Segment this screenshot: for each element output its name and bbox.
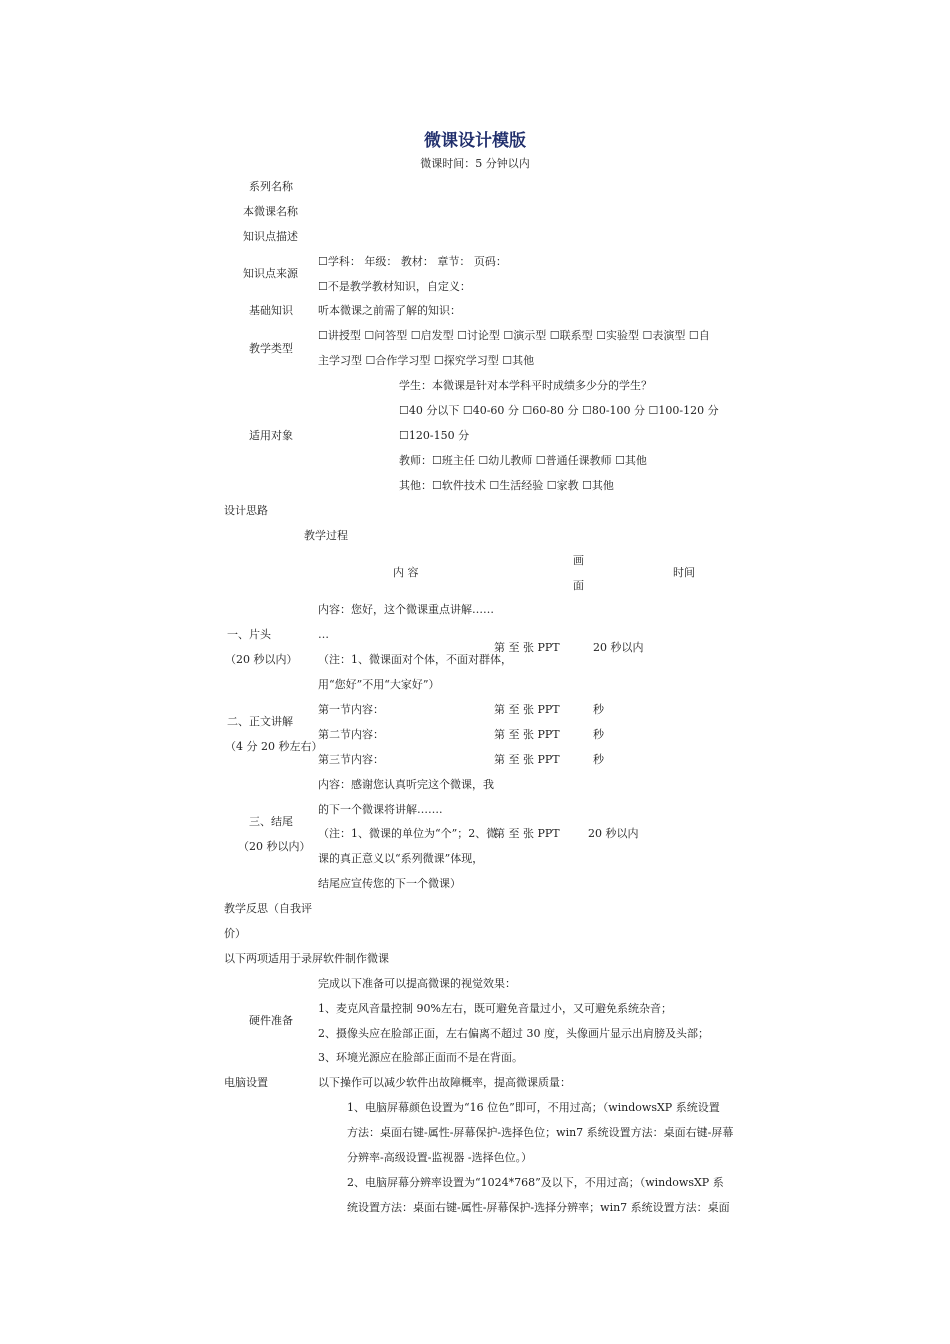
- main-part-1-ppt: 第 至 张 PPT: [494, 703, 560, 716]
- opening-content-1: 内容：您好，这个微课重点讲解……: [318, 603, 494, 616]
- source-option-custom: ☐不是教学教材知识，自定义：: [318, 280, 471, 293]
- audience-teacher: 教师：☐班主任 ☐幼儿教师 ☐普通任课教师 ☐其他: [399, 454, 647, 467]
- label-knowledge-desc: 知识点描述: [243, 230, 298, 243]
- main-part-2-ppt: 第 至 张 PPT: [494, 728, 560, 741]
- main-part-3-time: 秒: [593, 753, 604, 766]
- opening-content-4: 用“您好”不用“大家好”）: [318, 678, 440, 691]
- section-opening-name: 一、片头: [227, 628, 271, 641]
- record-note: 以下两项适用于录屏软件制作微课: [224, 952, 389, 965]
- ending-time: 20 秒以内: [588, 827, 639, 840]
- basic-knowledge-text: 听本微课之前需了解的知识：: [318, 304, 461, 317]
- ending-content-1: 内容：感谢您认真听完这个微课，我: [318, 778, 494, 791]
- audience-student: 学生：本微课是针对本学科平时成绩多少分的学生？: [399, 379, 652, 392]
- label-computer: 电脑设置: [224, 1076, 268, 1089]
- hardware-item-3: 3、环境光源应在脸部正面而不是在背面。: [318, 1051, 523, 1064]
- main-part-1-time: 秒: [593, 703, 604, 716]
- col-header-screen-1: 画: [573, 554, 584, 567]
- hardware-item-2: 2、摄像头应在脸部正面，左右偏离不超过 30 度，头像画片显示出肩膀及头部；: [318, 1027, 709, 1040]
- label-design-idea: 设计思路: [224, 504, 268, 517]
- col-header-content: 内 容: [393, 566, 419, 579]
- label-teaching-process: 教学过程: [304, 529, 348, 542]
- ending-content-5: 结尾应宣传您的下一个微课）: [318, 877, 461, 890]
- main-part-1: 第一节内容：: [318, 703, 384, 716]
- label-reflection-1: 教学反思（自我评: [224, 902, 312, 915]
- section-ending-duration: （20 秒以内）: [238, 840, 311, 853]
- ending-ppt: 第 至 张 PPT: [494, 827, 560, 840]
- computer-intro: 以下操作可以减少软件出故障概率，提高微课质量：: [318, 1076, 571, 1089]
- source-option-subject: ☐学科： 年级： 教材： 章节： 页码：: [318, 255, 507, 268]
- computer-item-2b: 统设置方法：桌面右键-属性-屏幕保护-选择分辨率；win7 系统设置方法：桌面: [347, 1201, 730, 1214]
- section-opening-duration: （20 秒以内）: [225, 653, 298, 666]
- computer-item-1b: 方法：桌面右键-属性-屏幕保护-选择色位；win7 系统设置方法：桌面右键-屏幕: [347, 1126, 734, 1139]
- opening-time: 20 秒以内: [593, 641, 644, 654]
- label-hardware: 硬件准备: [249, 1014, 293, 1027]
- section-main-duration: （4 分 20 秒左右）: [225, 740, 323, 753]
- audience-scores-2: ☐120-150 分: [399, 429, 470, 442]
- computer-item-1c: 分辨率-高级设置-监视器 -选择色位。）: [347, 1151, 533, 1164]
- section-ending-name: 三、结尾: [249, 815, 293, 828]
- document-subtitle: 微课时间：5 分钟以内: [420, 157, 530, 170]
- opening-content-2: …: [318, 628, 329, 641]
- col-header-screen-2: 面: [573, 579, 584, 592]
- label-basic-knowledge: 基础知识: [249, 304, 293, 317]
- main-part-3: 第三节内容：: [318, 753, 384, 766]
- section-main-name: 二、正文讲解: [227, 715, 293, 728]
- audience-other: 其他：☐软件技术 ☐生活经验 ☐家教 ☐其他: [399, 479, 614, 492]
- opening-ppt: 第 至 张 PPT: [494, 641, 560, 654]
- audience-scores-1: ☐40 分以下 ☐40-60 分 ☐60-80 分 ☐80-100 分 ☐100-120 分: [399, 404, 719, 417]
- label-reflection-2: 价）: [224, 927, 246, 940]
- document-title: 微课设计模版: [424, 131, 526, 151]
- label-lesson-name: 本微课名称: [243, 205, 298, 218]
- ending-content-3: （注：1、微课的单位为“个”；2、微: [318, 827, 498, 840]
- main-part-2-time: 秒: [593, 728, 604, 741]
- computer-item-1a: 1、电脑屏幕颜色设置为“16 位色”即可，不用过高；（windowsXP 系统设置: [347, 1101, 720, 1114]
- hardware-item-1: 1、麦克风音量控制 90%左右，既可避免音量过小，又可避免系统杂音；: [318, 1002, 672, 1015]
- main-part-3-ppt: 第 至 张 PPT: [494, 753, 560, 766]
- teaching-type-options-2: 主学习型 ☐合作学习型 ☐探究学习型 ☐其他: [318, 354, 535, 367]
- col-header-time: 时间: [673, 566, 695, 579]
- computer-item-2a: 2、电脑屏幕分辨率设置为“1024*768”及以下，不用过高；（windowsXP 系: [347, 1176, 724, 1189]
- hardware-intro: 完成以下准备可以提高微课的视觉效果：: [318, 977, 516, 990]
- main-part-2: 第二节内容：: [318, 728, 384, 741]
- ending-content-2: 的下一个微课将讲解…….: [318, 803, 443, 816]
- opening-content-3: （注：1、微课面对个体，不面对群体，: [318, 653, 512, 666]
- label-audience: 适用对象: [249, 429, 293, 442]
- label-teaching-type: 教学类型: [249, 342, 293, 355]
- ending-content-4: 课的真正意义以“系列微课”体现，: [318, 852, 484, 865]
- teaching-type-options-1: ☐讲授型 ☐问答型 ☐启发型 ☐讨论型 ☐演示型 ☐联系型 ☐实验型 ☐表演型 ☐自: [318, 329, 710, 342]
- label-series-name: 系列名称: [249, 180, 293, 193]
- label-knowledge-source: 知识点来源: [243, 267, 298, 280]
